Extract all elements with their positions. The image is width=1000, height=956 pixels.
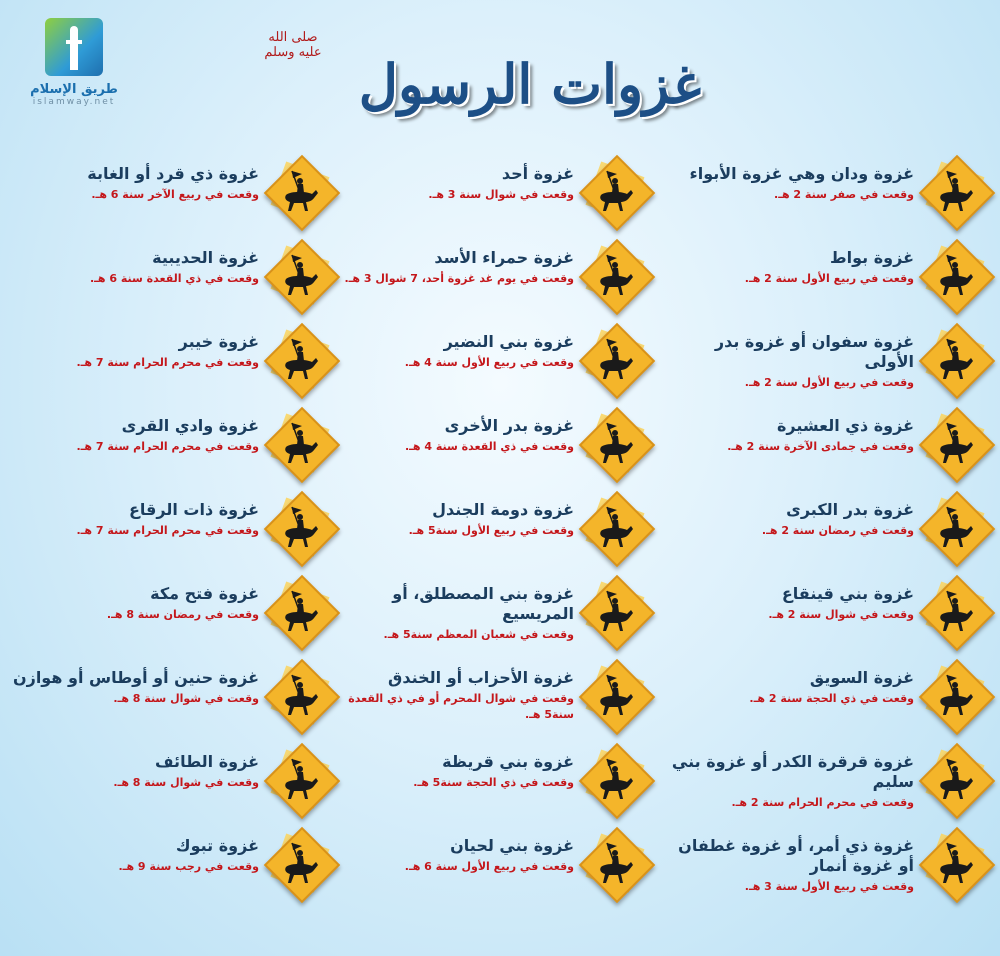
battle-date: وقعت في ربيع الأول سنة 2 هـ. bbox=[744, 272, 914, 285]
battle-name: غزوة بدر الأخرى bbox=[444, 416, 574, 435]
battle-badge bbox=[265, 156, 335, 226]
battle-name: غزوة وادي القرى bbox=[121, 416, 259, 435]
battle-date: وقعت في رمضان سنة 8 هـ. bbox=[106, 608, 259, 621]
battle-name: غزوة فتح مكة bbox=[150, 584, 259, 603]
battle-item bbox=[660, 654, 990, 739]
battle-badge bbox=[920, 576, 990, 646]
horse-rider-icon bbox=[280, 253, 320, 297]
battle-item bbox=[320, 234, 650, 319]
battle-badge bbox=[265, 492, 335, 562]
horse-rider-icon bbox=[935, 505, 975, 549]
battle-item bbox=[5, 402, 335, 487]
battle-item bbox=[5, 486, 335, 571]
battle-name: غزوة بني النضير bbox=[443, 332, 574, 351]
battle-item bbox=[5, 318, 335, 403]
battle-badge bbox=[920, 408, 990, 478]
battle-name: غزوة الحديبية bbox=[152, 248, 259, 267]
battle-item bbox=[320, 570, 650, 655]
battle-date: وقعت في ربيع الأول سنة5 هـ. bbox=[408, 524, 574, 537]
battle-item bbox=[5, 822, 335, 907]
battle-badge bbox=[265, 240, 335, 310]
battle-date: وقعت في شوال سنة 8 هـ. bbox=[113, 776, 259, 789]
battle-name: غزوة ذي العشيرة bbox=[776, 416, 914, 435]
battle-badge bbox=[580, 744, 650, 814]
battle-item bbox=[660, 738, 990, 823]
battle-badge bbox=[265, 408, 335, 478]
battle-badge bbox=[920, 660, 990, 730]
battle-name: غزوة حمراء الأسد bbox=[434, 248, 574, 267]
battle-badge bbox=[265, 744, 335, 814]
battle-item bbox=[5, 150, 335, 235]
battle-date: وقعت في ربيع الأول سنة 2 هـ. bbox=[744, 376, 914, 389]
battle-name: غزوة بني لحيان bbox=[450, 836, 574, 855]
battle-item bbox=[660, 402, 990, 487]
battle-date: وقعت في محرم الحرام سنة 7 هـ. bbox=[76, 356, 259, 369]
battle-date: وقعت في ربيع الأول سنة 4 هـ. bbox=[404, 356, 574, 369]
battle-badge bbox=[920, 492, 990, 562]
battle-date: وقعت في ذي القعدة سنة 6 هـ. bbox=[89, 272, 259, 285]
battle-date: وقعت في ربيع الأول سنة 6 هـ. bbox=[404, 860, 574, 873]
page-title: غزوات الرسول bbox=[358, 52, 702, 116]
battle-date: وقعت في ذي الحجة سنة5 هـ. bbox=[413, 776, 574, 789]
battle-badge bbox=[265, 828, 335, 898]
horse-rider-icon bbox=[595, 841, 635, 885]
battle-date: وقعت في رمضان سنة 2 هـ. bbox=[761, 524, 914, 537]
battle-badge bbox=[920, 324, 990, 394]
battle-item bbox=[320, 402, 650, 487]
battle-name: غزوة حنين أو أوطاس أو هوازن bbox=[12, 668, 259, 687]
horse-rider-icon bbox=[280, 505, 320, 549]
battle-badge bbox=[265, 576, 335, 646]
battle-name: غزوة بواط bbox=[830, 248, 914, 267]
battle-badge bbox=[580, 324, 650, 394]
battle-item bbox=[320, 738, 650, 823]
logo bbox=[24, 18, 124, 118]
battle-date: وقعت في شعبان المعظم سنة5 هـ. bbox=[383, 628, 574, 641]
horse-rider-icon bbox=[595, 757, 635, 801]
horse-rider-icon bbox=[280, 841, 320, 885]
battle-date: وقعت في جمادى الآخرة سنة 2 هـ. bbox=[727, 440, 914, 453]
logo-url: islamway.net bbox=[32, 97, 116, 107]
battle-item bbox=[5, 570, 335, 655]
horse-rider-icon bbox=[280, 337, 320, 381]
horse-rider-icon bbox=[935, 589, 975, 633]
battle-item bbox=[660, 150, 990, 235]
battle-badge bbox=[920, 156, 990, 226]
battle-name: غزوة ذي أمر، أو غزوة غطفان أو غزوة أنمار bbox=[678, 836, 914, 875]
battle-name: غزوة أحد bbox=[501, 164, 574, 183]
battle-badge bbox=[580, 408, 650, 478]
battle-badge bbox=[920, 744, 990, 814]
battle-name: غزوة خيبر bbox=[178, 332, 259, 351]
battle-name: غزوة الطائف bbox=[155, 752, 259, 771]
battle-badge bbox=[920, 828, 990, 898]
battle-name: غزوة بدر الكبرى bbox=[786, 500, 914, 519]
battle-badge bbox=[580, 492, 650, 562]
battle-name: غزوة ذات الرقاع bbox=[128, 500, 259, 519]
horse-rider-icon bbox=[935, 421, 975, 465]
battle-badge bbox=[580, 828, 650, 898]
horse-rider-icon bbox=[595, 589, 635, 633]
battle-name: غزوة تبوك bbox=[175, 836, 259, 855]
battle-name: غزوة قرقرة الكدر أو غزوة بني سليم bbox=[671, 752, 914, 791]
horse-rider-icon bbox=[595, 337, 635, 381]
battle-date: وقعت في شوال سنة 2 هـ. bbox=[768, 608, 914, 621]
horse-rider-icon bbox=[280, 421, 320, 465]
logo-name: طريق الإسلام bbox=[30, 82, 118, 97]
horse-rider-icon bbox=[595, 505, 635, 549]
battle-name: غزوة بني قريظة bbox=[442, 752, 574, 771]
battle-date: وقعت في شوال سنة 8 هـ. bbox=[113, 692, 259, 705]
battle-name: غزوة السويق bbox=[809, 668, 914, 687]
horse-rider-icon bbox=[595, 673, 635, 717]
horse-rider-icon bbox=[935, 757, 975, 801]
battle-item bbox=[660, 822, 990, 907]
battle-date: وقعت في محرم الحرام سنة 7 هـ. bbox=[76, 524, 259, 537]
battle-name: غزوة دومة الجندل bbox=[432, 500, 574, 519]
battle-date: وقعت في شوال المحرم أو في ذي القعدة سنة5 هـ. bbox=[348, 692, 574, 721]
battle-item bbox=[660, 486, 990, 571]
battle-date: وقعت في محرم الحرام سنة 7 هـ. bbox=[76, 440, 259, 453]
horse-rider-icon bbox=[280, 673, 320, 717]
battle-name: غزوة بني المصطلق، أو المريسيع bbox=[392, 584, 574, 623]
battle-item bbox=[320, 654, 650, 739]
horse-rider-icon bbox=[595, 421, 635, 465]
battle-name: غزوة سفوان أو غزوة بدر الأولى bbox=[714, 332, 914, 371]
battle-badge bbox=[580, 660, 650, 730]
battle-date: وقعت في ربيع الآخر سنة 6 هـ. bbox=[91, 188, 259, 201]
horse-rider-icon bbox=[595, 169, 635, 213]
battle-item bbox=[320, 486, 650, 571]
battle-date: وقعت في يوم غد غزوة أحد، 7 شوال 3 هـ. bbox=[344, 272, 574, 285]
horse-rider-icon bbox=[280, 757, 320, 801]
battle-badge bbox=[580, 156, 650, 226]
battle-item bbox=[660, 570, 990, 655]
battle-item bbox=[660, 318, 990, 403]
battle-name: غزوة ذي قرد أو الغابة bbox=[87, 164, 259, 183]
battle-badge bbox=[580, 576, 650, 646]
battle-item bbox=[5, 234, 335, 319]
battle-badge bbox=[580, 240, 650, 310]
battle-date: وقعت في ذي الحجة سنة 2 هـ. bbox=[749, 692, 914, 705]
battle-date: وقعت في ربيع الأول سنة 3 هـ. bbox=[744, 880, 914, 893]
horse-rider-icon bbox=[935, 337, 975, 381]
battle-item bbox=[5, 738, 335, 823]
battle-date: وقعت في صفر سنة 2 هـ. bbox=[774, 188, 914, 201]
minaret-icon bbox=[45, 18, 103, 76]
battle-name: غزوة ودان وهي غزوة الأبواء bbox=[689, 164, 914, 183]
battle-date: وقعت في رجب سنة 9 هـ. bbox=[118, 860, 259, 873]
horse-rider-icon bbox=[280, 589, 320, 633]
battle-date: وقعت في ذي القعدة سنة 4 هـ. bbox=[404, 440, 574, 453]
honorific: صلى الله عليه وسلم bbox=[264, 30, 322, 60]
battle-date: وقعت في شوال سنة 3 هـ. bbox=[428, 188, 574, 201]
horse-rider-icon bbox=[280, 169, 320, 213]
battle-item bbox=[320, 150, 650, 235]
horse-rider-icon bbox=[935, 169, 975, 213]
battle-badge bbox=[265, 324, 335, 394]
horse-rider-icon bbox=[935, 673, 975, 717]
battle-badge bbox=[265, 660, 335, 730]
battle-item bbox=[320, 318, 650, 403]
battle-name: غزوة بني قينقاع bbox=[781, 584, 914, 603]
battle-item bbox=[320, 822, 650, 907]
horse-rider-icon bbox=[935, 253, 975, 297]
battle-badge bbox=[920, 240, 990, 310]
battle-name: غزوة الأحزاب أو الخندق bbox=[388, 668, 574, 687]
horse-rider-icon bbox=[595, 253, 635, 297]
battle-item bbox=[5, 654, 335, 739]
horse-rider-icon bbox=[935, 841, 975, 885]
battle-date: وقعت في محرم الحرام سنة 2 هـ. bbox=[731, 796, 914, 809]
battle-item bbox=[660, 234, 990, 319]
